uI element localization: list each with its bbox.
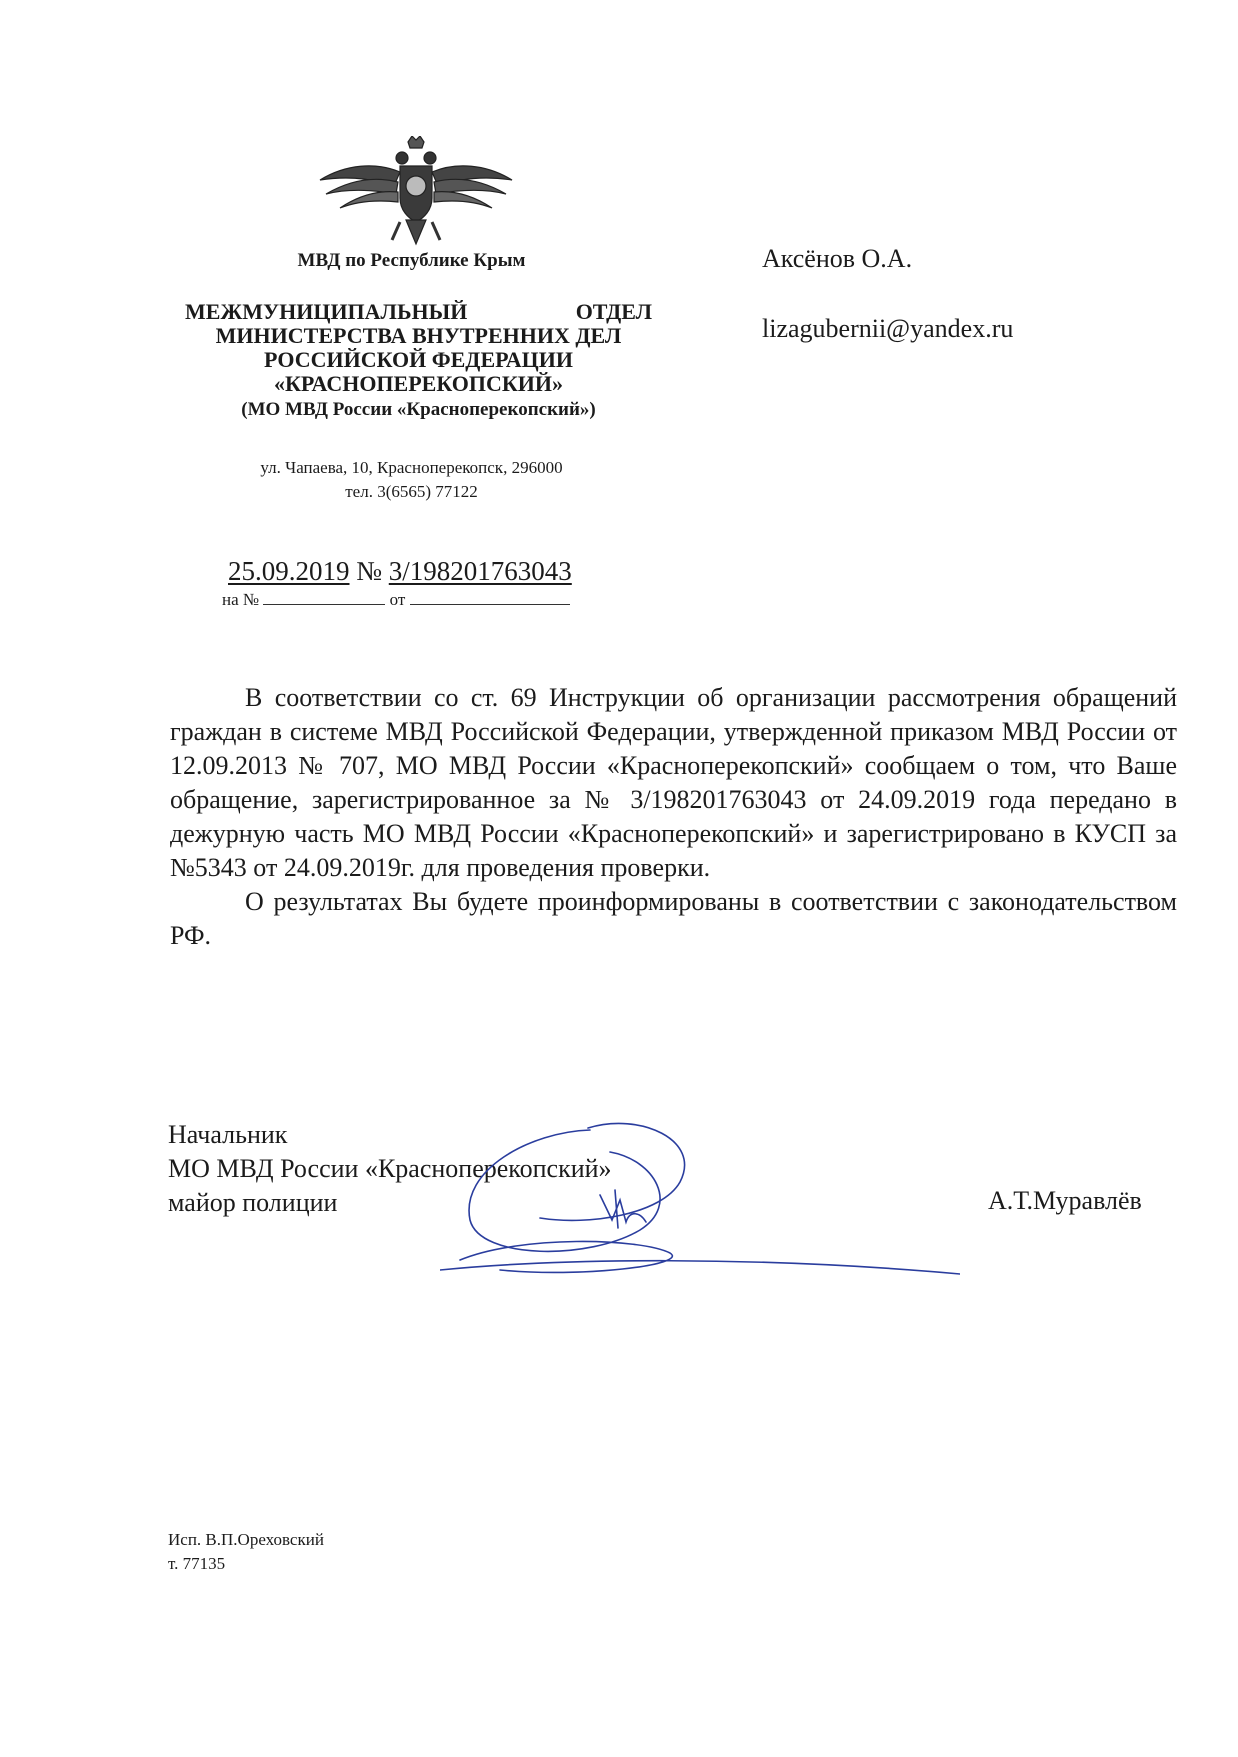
body-paragraph-1: В соответствии со ст. 69 Инструкции об организации рассмотрения обращений граждан в системе МВД Российской Федерации, утвержденной приказом МВД России от 12.09.2013 № 707, МО МВД России «Красноперекопский» сообщаем о том, что Ваше обращение, зарегистрированное за № 3/198201763043 от 24.09.2019 года передано в дежурную часть МО МВД России «Красноперекопский» и зарегистрировано в КУСП за №5343 от 24.09.2019г. для проведения проверки.	[170, 683, 1177, 882]
department-line-4: «КРАСНОПЕРЕКОПСКИЙ»	[273, 371, 564, 396]
body-paragraph-2: О результатах Вы будете проинформированы в соответствии с законодательством РФ.	[170, 887, 1177, 950]
executor-phone: т. 77135	[168, 1554, 226, 1573]
recipient-email: lizagubernii@yandex.ru	[762, 314, 1014, 343]
position-line-1: Начальник	[168, 1120, 288, 1149]
department-phone: тел. 3(6565) 77122	[345, 482, 478, 501]
executor-info	[168, 1528, 324, 1576]
letter-body	[170, 681, 1177, 953]
executor-name: Исп. В.П.Ореховский	[168, 1530, 324, 1549]
registration-line	[228, 556, 572, 587]
department-word-2: ОТДЕЛ	[575, 299, 652, 324]
department-line-2: МИНИСТЕРСТВА ВНУТРЕННИХ ДЕЛ	[215, 323, 622, 348]
registration-number: 3/198201763043	[388, 556, 572, 586]
department-name	[185, 300, 652, 422]
department-line-3: РОССИЙСКОЙ ФЕДЕРАЦИИ	[264, 347, 573, 372]
reference-date-blank	[410, 590, 570, 605]
position-line-2: МО МВД России «Красноперекопский»	[168, 1154, 612, 1183]
ministry-name: МВД по Республике Крым	[297, 250, 526, 271]
handwritten-signature	[440, 1110, 960, 1285]
recipient-name: Аксёнов О.А.	[762, 244, 913, 273]
position-line-3: майор полиции	[168, 1188, 338, 1217]
reference-number-blank	[263, 590, 385, 605]
mvd-emblem-icon	[316, 136, 516, 246]
reference-from: от	[389, 590, 406, 609]
registration-date: 25.09.2019	[228, 556, 350, 586]
department-address: ул. Чапаева, 10, Красноперекопск, 296000	[260, 458, 563, 477]
department-word-1: МЕЖМУНИЦИПАЛЬНЫЙ	[185, 299, 468, 324]
department-line-1	[185, 300, 652, 324]
signer-name: А.Т.Муравлёв	[988, 1186, 1142, 1215]
department-contacts	[178, 456, 645, 504]
reference-line	[222, 590, 570, 610]
reference-prefix: на №	[222, 590, 260, 609]
number-sign: №	[356, 556, 383, 586]
department-short-name: (МО МВД России «Красноперекопский»)	[241, 399, 596, 420]
